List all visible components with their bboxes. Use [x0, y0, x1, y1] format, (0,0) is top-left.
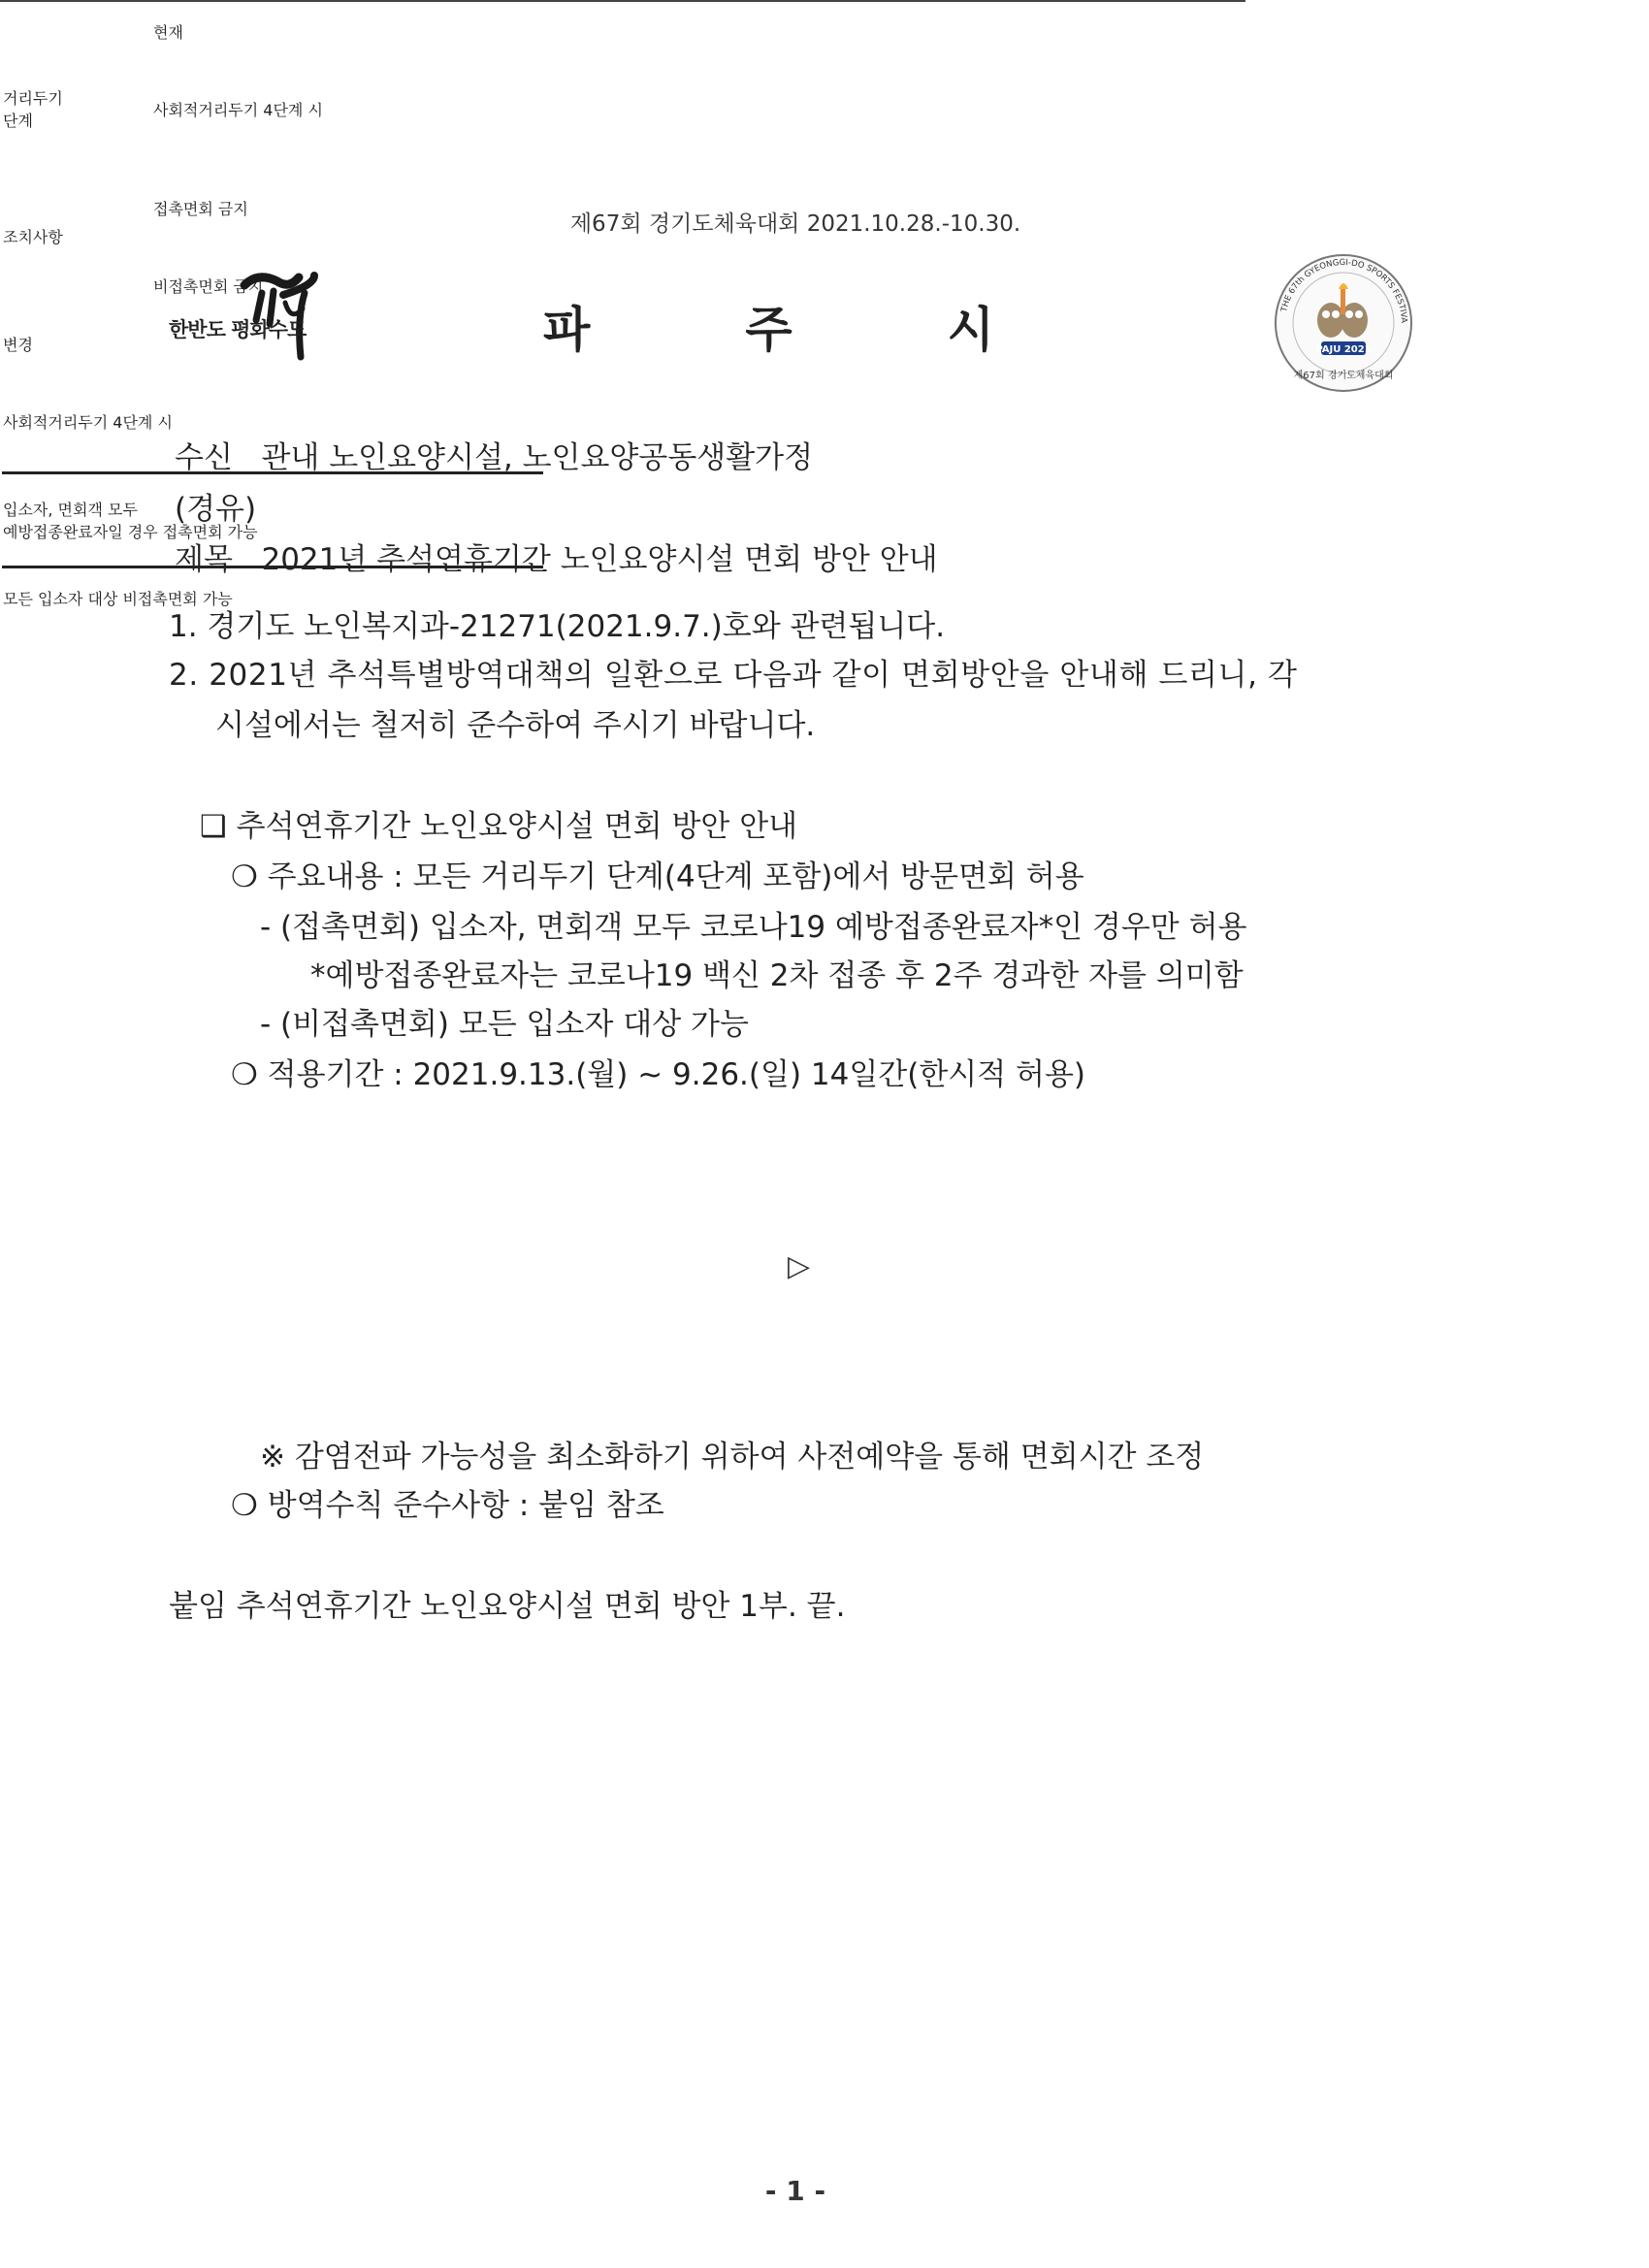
arrow-icon: ▷	[788, 1249, 811, 1283]
logo-slogan: 한반도 평화수도	[169, 318, 307, 341]
attachment-line: 붙임 추석연휴기간 노인요양시설 면회 방안 1부. 끝.	[169, 1589, 846, 1624]
festival-emblem-icon	[1271, 250, 1416, 396]
vaccination-footnote: *예방접종완료자는 코로나19 백신 2차 접종 후 2주 경과한 자를 의미함	[310, 958, 1244, 993]
recipient-line	[175, 438, 813, 477]
change-contact-line-1: 입소자, 면회객 모두	[3, 501, 138, 519]
current-header: 현재	[153, 22, 183, 42]
change-distancing-cell: 사회적거리두기 4단계 시	[3, 412, 173, 432]
row-label-measures: 조치사항	[3, 227, 63, 246]
paju-logo	[169, 264, 334, 371]
seal-ring-text: THE 67th GYEONGGI-DO SPORTS FESTIVA	[1279, 257, 1409, 324]
org-char-3: 시	[947, 302, 994, 358]
org-char-2: 주	[745, 302, 792, 358]
row-label-distancing-b: 단계	[3, 112, 33, 130]
contact-visit-line: - (접촉면회) 입소자, 면회객 모두 코로나19 예방접종완료자*인 경우만 허용	[260, 910, 1247, 945]
period-line: ❍ 적용기간 : 2021.9.13.(월) ~ 9.26.(일) 14일간(한시적 허용)	[231, 1057, 1085, 1092]
event-header: 제67회 경기도체육대회 2021.10.28.-10.30.	[569, 211, 1021, 237]
sports-festival-seal	[1271, 250, 1416, 396]
recipient-value: 관내 노인요양시설, 노인요양공동생활가정	[261, 440, 814, 475]
change-contact-line-2: 예방접종완료자일 경우 접촉면회 가능	[3, 523, 258, 541]
seal-center-text: PAJU 2021	[1315, 344, 1372, 355]
recipient-label: 수신	[175, 440, 233, 475]
seal-bottom-text: 제67회 경기도체육대회	[1293, 371, 1394, 381]
current-distancing-cell: 사회적거리두기 4단계 시	[153, 100, 323, 119]
change-noncontact-cell: 모든 입소자 대상 비접촉면회 가능	[3, 589, 233, 608]
paragraph-2-line-2: 시설에서는 철저히 준수하여 주시기 바랍니다.	[215, 708, 816, 743]
row-label-distancing-a: 거리두기	[3, 89, 63, 108]
section-title: ❑ 추석연휴기간 노인요양시설 면회 방안 안내	[200, 809, 798, 844]
table-corner-cell	[2, 4, 150, 58]
notice-line: ※ 감염전파 가능성을 최소화하기 위하여 사전예약을 통해 면회시간 조정	[260, 1440, 1205, 1474]
page-number: - 1 -	[764, 2175, 826, 2207]
current-contact-cell: 접촉면회 금지	[153, 199, 248, 218]
main-content-line: ❍ 주요내용 : 모든 거리두기 단계(4단계 포함)에서 방문면회 허용	[231, 859, 1084, 894]
via-line: (경유)	[175, 492, 257, 527]
org-char-1: 파	[543, 302, 591, 358]
subject-value: 2021년 추석연휴기간 노인요양시설 면회 방안 안내	[261, 542, 938, 577]
row-label-distancing	[2, 60, 150, 157]
paragraph-1: 1. 경기도 노인복지과-21271(2021.9.7.)호와 관련됩니다.	[169, 609, 946, 644]
subject-line	[175, 540, 938, 579]
org-title	[543, 291, 994, 361]
change-header: 변경	[3, 335, 33, 354]
subject-label: 제목	[175, 542, 233, 577]
paragraph-2-line-1: 2. 2021년 추석특별방역대책의 일환으로 다음과 같이 면회방안을 안내해 드리니, 각	[169, 658, 1298, 693]
rules-line: ❍ 방역수칙 준수사항 : 붙임 참조	[231, 1488, 664, 1523]
non-contact-visit-line: - (비접촉면회) 모든 입소자 대상 가능	[260, 1007, 749, 1042]
current-noncontact-cell: 비접촉면회 금지	[153, 276, 264, 296]
